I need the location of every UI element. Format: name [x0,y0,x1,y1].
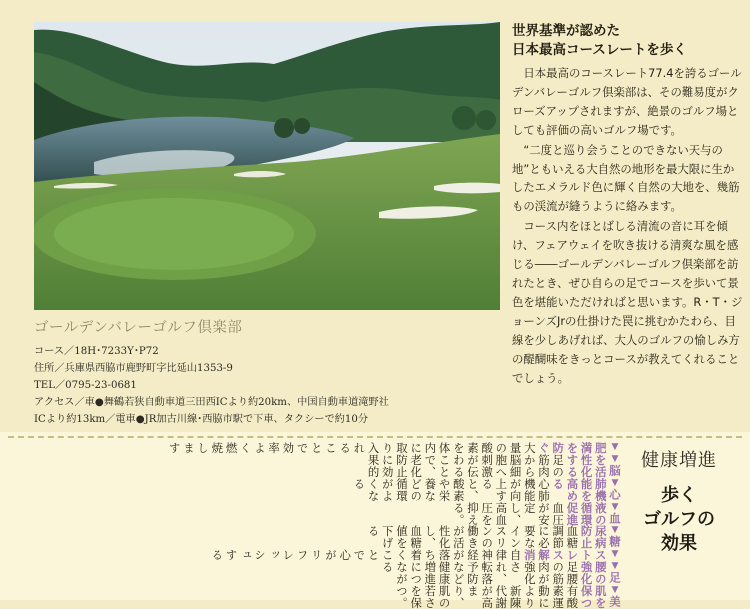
effect-text: 自律神経が落ち着くことで心がリフレッシュする [210,549,523,562]
triangle-marker-icon: ▼ [610,477,620,489]
triangle-marker-icon: ▼ [610,442,620,453]
effect-item [168,525,623,549]
health-panel [0,432,750,609]
article-paragraph: コース内をほとばしる清流の音に耳を傾け、フェアウェイを吹き抜ける清爽な風を感じる――ゴールデンバレーゴルフ倶楽部を訪れたとき、ぜひ自らの足でコースを歩いて景色を堪能いただければと思います。R・T・ジョーンズJrの仕掛けた罠に挑むかたわら、目線を少しあげれば、大人のゴルフの愉しみ方の醍醐味をきっとコースが教えてくれることでしょう。 [512,219,743,385]
golf-course-photo [34,22,500,310]
effect-title: 肥満を防ぐ [536,442,608,454]
effect-title: 血液の循環促進 [565,501,622,526]
effect-item [168,561,623,585]
effect-title: 美肌を保つ [579,584,622,609]
triangle-marker-icon: ▼ [610,501,620,512]
effect-item [168,478,623,502]
effect-text: 血糖調節に必要なインスリンの働きが活性化し、血糖値を下げる [366,525,580,550]
effect-text: 足の筋肉から脳細胞へ刺激が伝わることで、老化防止に効果的 [366,453,566,478]
course-info [34,343,454,428]
health-title-block [620,446,738,556]
subtitle-line: 効果 [661,533,697,554]
article-paragraph: “二度と巡り会うことのできない天与の地”ともいえる大自然の地形を最大限に生かしたエメラルド色に輝く自然の大地を、幾筋もの渓流が縫うように絡みます。 [512,142,740,214]
article-heading-line1: 世界基準が認めた [512,23,620,39]
course-info-line: アクセス／車●舞鶴若狭自動車道三田西ICより約20km、中国自動車道滝野社 [34,397,389,408]
effect-item [168,502,623,526]
section-label: 健康増進 [641,450,717,471]
effect-text: 心肺機能が向上すると、酸素や栄養などの循環がよくなる [352,477,551,502]
subtitle-line: ゴルフの [643,509,715,530]
effect-item [168,585,623,609]
course-info-line: TEL／0795-23-0681 [34,380,137,391]
article-paragraph: 日本最高のコースレート77.4を誇るゴールデンバレーゴルフ倶楽部は、その難易度がクローズアップされますが、絶景のゴルフ場としても評価の高いゴルフ場です。 [512,66,742,137]
course-info-line: 住所／兵庫県西脇市鹿野町字比延山1353-9 [34,363,233,374]
course-name: ゴールデンバレーゴルフ倶楽部 [34,320,243,336]
effect-item [168,454,623,478]
section-subtitle [620,484,738,556]
effect-text: 足腰の筋肉が強化され、転落予防など健康増進につながる [380,561,580,585]
effect-item [168,442,623,454]
effect-title: 脳を活性化する [565,453,622,478]
subtitle-line: 歩く [661,485,697,506]
triangle-marker-icon: ▼ [610,561,620,572]
effect-title: ストレス解消 [522,549,608,562]
effect-title: 足腰の強化 [579,561,622,585]
article-heading-line2: 日本最高コースレートを歩く [512,42,687,58]
effect-text: 有酸素運動により新陳代謝が高まり、肌の若さを保つ。 [394,584,580,609]
dashed-divider [8,436,742,438]
effect-text: 大量の酸素を体内に取り入れることで効率よく燃焼します [167,442,537,454]
triangle-marker-icon: ▼ [610,584,620,596]
article-heading [512,22,742,60]
effect-title: 心肺機能を高める [551,477,622,502]
effect-item [168,549,623,561]
article-body [512,64,744,388]
triangle-marker-icon: ▼ [610,549,620,560]
course-info-line: コース／18H･7233Y･P72 [34,346,159,357]
triangle-marker-icon: ▼ [610,525,620,536]
effect-title: 糖尿病防止 [579,525,622,550]
effect-list [159,442,623,609]
effect-text: 血圧が安定し、高血圧を抑える。 [451,501,566,526]
course-info-line: ICより約13km／電車●JR加古川線･西脇市駅で下車、タクシーで約10分 [34,414,369,425]
triangle-marker-icon: ▼ [610,453,620,465]
